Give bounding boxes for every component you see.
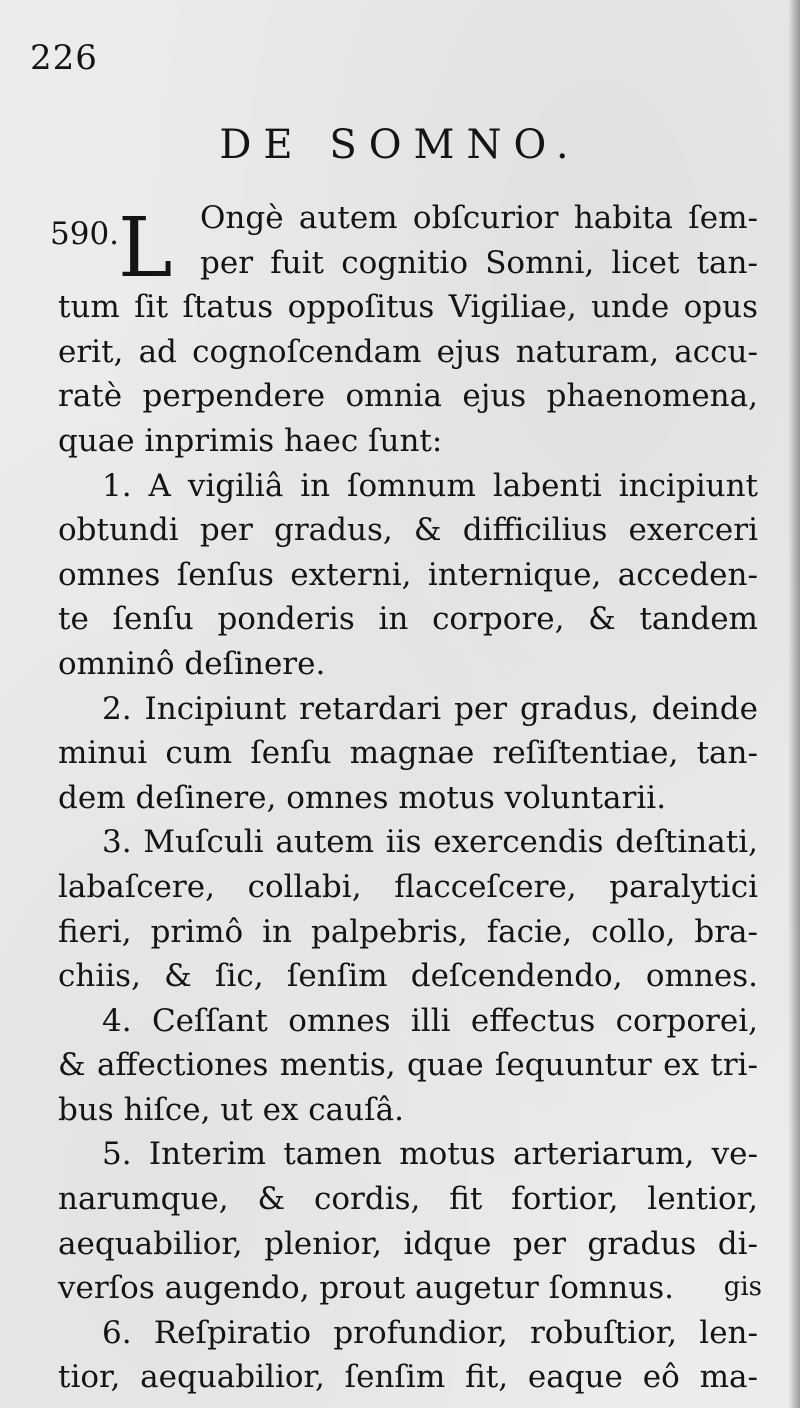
word: deinde (651, 690, 758, 727)
word: accu- (674, 333, 758, 370)
word: & (588, 601, 616, 638)
word: exerceri (628, 512, 758, 549)
word: bra- (694, 913, 758, 950)
text-line (58, 1132, 758, 1177)
text-line (58, 1355, 758, 1400)
word: idque (403, 1225, 492, 1262)
word: quae (406, 1047, 484, 1084)
word: tamen (283, 1136, 382, 1173)
text-line: omninô deſinere. (58, 645, 326, 682)
word: ejus (436, 333, 501, 370)
word: ſenſu (112, 601, 194, 638)
word: facie, (486, 913, 573, 950)
word: 1. (102, 467, 132, 504)
text-line (58, 687, 758, 732)
word: effectus (470, 1002, 596, 1039)
word: tum (58, 289, 120, 326)
text-line (58, 820, 758, 865)
word: Somni, (485, 244, 595, 281)
word: 4. (102, 1002, 132, 1039)
word: Interim (148, 1136, 267, 1173)
word: Vigiliae, (448, 289, 577, 326)
word: incipiunt (618, 467, 758, 504)
word: fit (449, 1181, 483, 1218)
word: gradus (587, 1225, 697, 1262)
text-line: bus hiſce, ut ex cauſâ. (58, 1091, 404, 1128)
word: per (200, 244, 254, 281)
word: acceden- (617, 556, 758, 593)
word: & (413, 512, 442, 549)
drop-cap: L (118, 201, 173, 296)
word: fit, (465, 1359, 509, 1396)
word: flacceſcere, (394, 868, 577, 905)
word: ſenſus (176, 556, 274, 593)
word: tri- (710, 1047, 758, 1084)
word: labaſcere, (58, 868, 215, 905)
word: chiis, (58, 958, 141, 995)
text-line (58, 1043, 758, 1088)
word: te (58, 601, 89, 638)
word: plenior, (264, 1225, 383, 1262)
word: Reſpiratio (153, 1314, 312, 1351)
word: ma- (699, 1359, 758, 1396)
word: Muſculi (143, 824, 264, 861)
word: aequabilior, (140, 1359, 325, 1396)
word: 5. (102, 1136, 132, 1173)
word: erit, (58, 333, 124, 370)
word: per (454, 690, 508, 727)
word: deſtinati, (615, 824, 758, 861)
word: ponderis (217, 601, 355, 638)
word: omnes. (645, 958, 758, 995)
word: cognoſcendam (192, 333, 422, 370)
word: corporei, (615, 1002, 758, 1039)
word: primô (150, 913, 244, 950)
line-spacer (58, 241, 758, 286)
text-line (58, 330, 758, 375)
word: len- (699, 1314, 758, 1351)
page-number: 226 (30, 38, 98, 78)
word: ratè (58, 378, 123, 415)
word: A (148, 467, 171, 504)
word: Ongè (200, 200, 284, 236)
word: ſem- (688, 200, 758, 236)
word: fuit (270, 244, 325, 281)
word: tan- (696, 735, 758, 772)
word: obſcurior (412, 200, 559, 236)
word: ſic, (215, 958, 264, 995)
word: omnes (288, 1002, 391, 1039)
word: ſit (134, 289, 169, 326)
word: labenti (492, 467, 602, 504)
text-line (58, 464, 758, 509)
word: profundior, (333, 1314, 508, 1351)
text-line: verſos augendo, prout augetur ſomnus. (58, 1270, 674, 1307)
word: eô (642, 1359, 680, 1396)
word: 3. (102, 824, 132, 861)
word: phaenomena, (546, 378, 758, 415)
word: autem (298, 200, 398, 236)
word: naturam, (515, 333, 660, 370)
word: in (300, 467, 331, 504)
word: per (512, 1225, 566, 1262)
word: lentior, (647, 1181, 758, 1218)
word: magnae (349, 735, 475, 772)
word: perpendere (142, 378, 326, 415)
word: corpore, (432, 601, 565, 638)
word: tandem (639, 601, 758, 638)
word: & (58, 1047, 86, 1084)
text-line (58, 1222, 758, 1267)
word: opus (683, 289, 758, 326)
word: mentis, (279, 1047, 396, 1084)
word: motus (399, 1136, 496, 1173)
word: narumque, (58, 1181, 229, 1218)
word: palpebris, (310, 913, 468, 950)
word: & (257, 1181, 286, 1218)
word: autem (275, 824, 375, 861)
word: ſenſu (250, 735, 332, 772)
text-line (58, 1177, 758, 1222)
body-text (58, 196, 758, 1400)
word: tan- (696, 244, 758, 281)
word: robuſtior, (529, 1314, 678, 1351)
word: & (164, 958, 192, 995)
word: ſenſim (344, 1359, 446, 1396)
word: in (378, 601, 409, 638)
word: eaque (527, 1359, 623, 1396)
word: ad (138, 333, 177, 370)
page-edge-shadow (788, 0, 800, 1408)
word: tior, (58, 1359, 121, 1396)
word: difficilius (462, 512, 608, 549)
word: collo, (591, 913, 676, 950)
word: gradus, (274, 512, 393, 549)
word: ex (663, 1047, 699, 1084)
word: cum (165, 735, 233, 772)
text-line (58, 553, 758, 598)
word: 6. (102, 1314, 132, 1351)
word: fortior, (511, 1181, 619, 1218)
text-line (58, 999, 758, 1044)
paragraph-number: 590. (50, 216, 120, 252)
text-line (58, 597, 758, 642)
line-spacer (58, 196, 758, 241)
word: per (199, 512, 253, 549)
text-line (58, 954, 758, 999)
word: vigiliâ (187, 467, 284, 504)
word: obtundi (58, 512, 179, 549)
text-line (58, 865, 758, 910)
word: illi (410, 1002, 451, 1039)
text-line (58, 508, 758, 553)
catchword: gis (723, 1272, 762, 1302)
text-line: quae inprimis haec ſunt: (58, 422, 443, 459)
word: di- (717, 1225, 758, 1262)
word: cognitio (341, 244, 468, 281)
word: 2. (102, 690, 132, 727)
text-line (58, 1311, 758, 1356)
word: iis (385, 824, 422, 861)
word: paralytici (609, 868, 758, 905)
word: ſequuntur (494, 1047, 652, 1084)
word: fieri, (58, 913, 132, 950)
word: collabi, (247, 868, 362, 905)
word: minui (58, 735, 148, 772)
word: ſtatus (182, 289, 274, 326)
word: reſiſtentiae, (492, 735, 679, 772)
word: ve- (711, 1136, 758, 1173)
word: ſomnum (347, 467, 476, 504)
word: cordis, (314, 1181, 421, 1218)
word: unde (591, 289, 670, 326)
word: ſenſim (286, 958, 388, 995)
word: aequabilior, (58, 1225, 243, 1262)
word: Incipiunt (144, 690, 287, 727)
word: internique, (427, 556, 602, 593)
word: habita (573, 200, 673, 236)
word: deſcendendo, (410, 958, 623, 995)
text-line (58, 910, 758, 955)
word: retardari (299, 690, 442, 727)
word: gradus, (520, 690, 639, 727)
word: licet (611, 244, 680, 281)
word: arteriarum, (512, 1136, 695, 1173)
word: ejus (462, 378, 527, 415)
word: omnia (345, 378, 442, 415)
word: omnes (58, 556, 161, 593)
text-line (58, 374, 758, 419)
word: in (262, 913, 293, 950)
word: affectiones (96, 1047, 269, 1084)
section-title: DE SOMNO. (219, 122, 581, 168)
word: exercendis (433, 824, 604, 861)
word: Ceſſant (151, 1002, 268, 1039)
text-line (58, 285, 758, 330)
text-line (58, 731, 758, 776)
text-line: dem deſinere, omnes motus voluntarii. (58, 779, 667, 816)
word: externi, (290, 556, 412, 593)
word: oppoſitus (287, 289, 435, 326)
